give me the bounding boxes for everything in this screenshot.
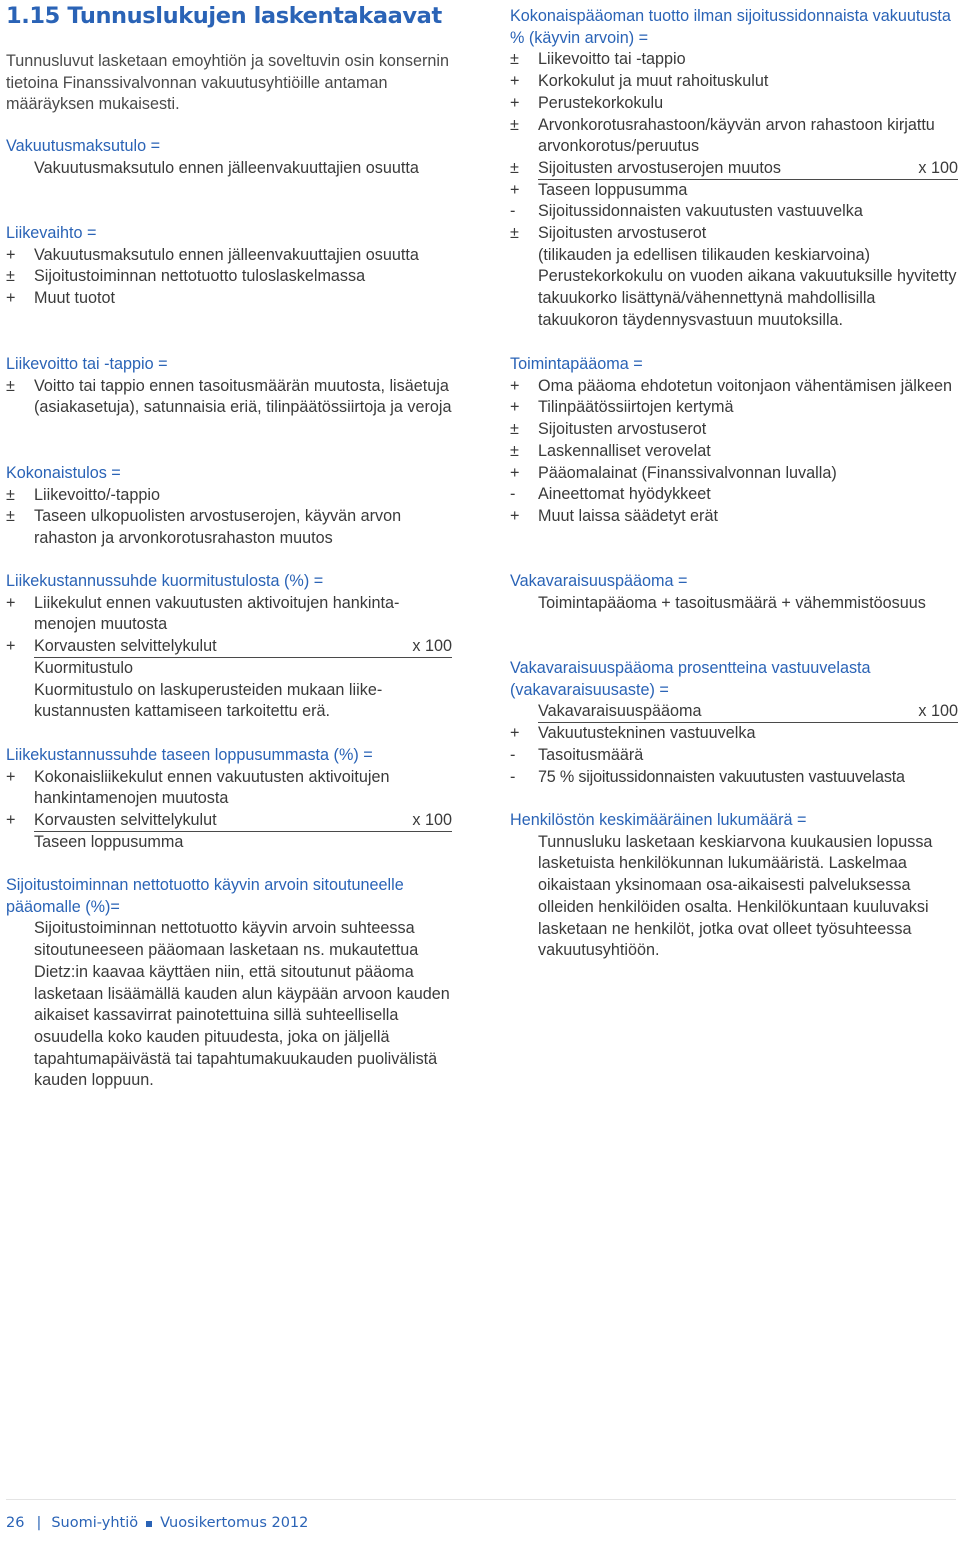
formula-sign: ± <box>510 50 519 69</box>
formula-sign: + <box>510 724 520 743</box>
section-heading: Toimintapääoma = <box>510 355 643 373</box>
section-vakuutusmaksutulo <box>6 136 452 179</box>
formula-text: Toimintapääoma + tasoitusmäärä + vähemmistöosuus <box>538 593 926 612</box>
formula-row <box>6 506 452 549</box>
square-bullet-icon <box>146 1521 152 1527</box>
formula-sign: + <box>510 180 520 199</box>
formula-sign: + <box>510 398 520 417</box>
formula-row <box>510 419 958 441</box>
formula-text: Vakuutusmaksutulo ennen jälleenvakuuttajien osuutta <box>34 245 419 264</box>
formula-text: Pääomalainat (Finanssivalvonnan luvalla) <box>538 463 837 482</box>
fraction-numerator-line <box>34 810 452 832</box>
formula-text: Sijoitusten arvostuserojen muutos <box>538 158 781 177</box>
formula-row <box>510 701 958 723</box>
footer-company: Suomi-yhtiö <box>51 1515 139 1531</box>
section-toimintapaaoma <box>510 354 958 528</box>
formula-row <box>6 376 452 419</box>
formula-text: Korvausten selvittelykulut <box>34 637 217 656</box>
formula-row <box>510 723 958 745</box>
formula-sign: - <box>510 485 516 504</box>
formula-row <box>510 484 958 506</box>
fraction-numerator-line <box>34 636 452 658</box>
formula-row <box>510 180 958 202</box>
formula-sign: + <box>6 637 16 656</box>
formula-note: Kuormitustulo on laskuperusteiden mukaan liikekustannusten kattamiseen tarkoitettu erä. <box>34 680 383 721</box>
formula-text: Voitto tai tappio ennen tasoitusmäärän muutosta, lisäetuja (asiakasetuja), satunnaisia eriä, tilinpäätössiirtoja ja veroja <box>34 376 452 417</box>
formula-text: Sijoitussidonnaisten vakuutusten vastuuvelka <box>538 202 863 221</box>
formula-text: Taseen ulkopuolisten arvostuserojen, käyvän arvon rahaston ja arvonkorotusrahaston muutos <box>34 507 402 548</box>
fraction-numerator-line <box>538 701 958 723</box>
formula-text: Aineettomat hyödykkeet <box>538 485 711 504</box>
fraction-denominator: Kuormitustulo <box>34 658 133 677</box>
section-kokonaispaaoman-tuotto <box>510 6 958 332</box>
formula-row <box>510 93 958 115</box>
formula-text: Tasoitusmäärä <box>538 745 644 764</box>
formula-sign: + <box>6 289 16 308</box>
formula-text: Kokonaisliikekulut ennen vakuutusten aktivoitujen hankintamenojen muutosta <box>34 767 390 808</box>
section-henkilosto <box>510 810 958 962</box>
formula-text: Vakuutusmaksutulo ennen jälleenvakuuttajien osuutta <box>34 158 419 177</box>
formula-sign: + <box>510 506 520 525</box>
formula-sign: + <box>510 376 520 395</box>
formula-sign: ± <box>6 376 15 395</box>
formula-row <box>6 245 452 267</box>
formula-text: Liikevoitto tai -tappio <box>538 50 686 69</box>
section-liikekustannussuhde-tase <box>6 745 452 854</box>
formula-sign: ± <box>6 267 15 286</box>
formula-text: Korkokulut ja muut rahoituskulut <box>538 72 769 91</box>
formula-sign: ± <box>510 158 519 177</box>
formula-text: Laskennalliset verovelat <box>538 441 711 460</box>
formula-text: Sijoitustoiminnan nettotuotto käyvin arvoin suhteessa sitoutuneeseen pääomaan lasketaan ns. mukautettua Dietz:in kaavaa käyttäen niin, että sitoutunut pääoma lasketaan lisäämällä kauden alun käypään arvoon kauden aikaiset kassavirrat painotettuina sillä suhteellisella osuudella koko kauden pituudesta, joka on jäljellä tapahtumapäivästä tai tapahtumakuukauden puolivälistä kauden loppuun. <box>34 919 450 1090</box>
formula-sign: ± <box>510 224 519 243</box>
section-liikevaihto <box>6 223 452 310</box>
page-number: 26 <box>6 1515 25 1531</box>
formula-row <box>6 810 452 832</box>
formula-row <box>510 397 958 419</box>
formula-sign: + <box>510 463 520 482</box>
formula-sign: ± <box>510 420 519 439</box>
formula-row <box>510 201 958 223</box>
formula-row <box>510 441 958 463</box>
multiplier: x 100 <box>412 811 452 830</box>
formula-text: Sijoitusten arvostuserot <box>538 224 707 243</box>
section-heading: Kokonaistulos = <box>6 464 121 482</box>
formula-row <box>6 288 452 310</box>
formula-text: Sijoitustoiminnan nettotuotto tuloslaskelmassa <box>34 267 366 286</box>
formula-text: Liikevoitto/-tappio <box>34 485 160 504</box>
section-liikevoitto <box>6 354 452 419</box>
formula-text: Sijoitusten arvostuserot <box>538 420 707 439</box>
formula-text: Vakavaraisuuspääoma <box>538 702 702 721</box>
formula-row <box>6 485 452 507</box>
section-kokonaistulos <box>6 463 452 550</box>
formula-row <box>6 636 452 658</box>
formula-sign: ± <box>6 507 15 526</box>
section-heading: Liikevaihto = <box>6 224 97 242</box>
formula-text: Perustekorkokulu <box>538 93 664 112</box>
section-heading: Vakavaraisuuspääoma prosentteina vastuuvelasta (vakavaraisuusaste) = <box>510 659 871 699</box>
formula-text: Vakuutustekninen vastuuvelka <box>538 724 756 743</box>
formula-note: (tilikauden ja edellisen tilikauden keskiarvoina) <box>538 245 871 264</box>
formula-row <box>510 49 958 71</box>
multiplier: x 100 <box>918 702 958 721</box>
section-vakavaraisuusaste <box>510 658 958 788</box>
formula-sign: + <box>6 767 16 786</box>
multiplier: x 100 <box>412 637 452 656</box>
section-heading: Vakavaraisuuspääoma = <box>510 572 688 590</box>
formula-note: Perustekorkokulu on vuoden aikana vakuutuksille hyvitetty takuukorko lisättynä/vähennettynä mahdollisilla takuukoron täydennysvastuun muutoksilla. <box>538 267 957 329</box>
multiplier: x 100 <box>918 158 958 177</box>
formula-sign: + <box>510 93 520 112</box>
section-liikekustannussuhde-kuormitus <box>6 571 452 723</box>
section-heading: Liikekustannussuhde taseen loppusummasta (%) = <box>6 746 373 764</box>
formula-text: Tilinpäätössiirtojen kertymä <box>538 398 734 417</box>
formula-row <box>510 376 958 398</box>
formula-text: Muut laissa säädetyt erät <box>538 506 718 525</box>
formula-text: Liikekulut ennen vakuutusten aktivoitujen hankintamenojen muutosta <box>34 593 400 634</box>
formula-row <box>510 745 958 767</box>
footer-divider <box>6 1499 956 1500</box>
section-heading: Liikekustannussuhde kuormitustulosta (%) = <box>6 572 324 590</box>
formula-text: Tunnusluku lasketaan keskiarvona kuukausien lopussa lasketuista henkilökunnan lukumääristä. Laskelmaa oikaistaan yksinomaan osa-aikaisesti palveluksessa olleiden henkilöiden osalta. Henkilökuntaan kuuluvaksi lasketaan ne henkilöt, jotka ovat olleet työsuhteessa vakuutusyhtiöön. <box>538 832 933 960</box>
formula-sign: + <box>6 593 16 612</box>
footer-report: Vuosikertomus 2012 <box>160 1515 309 1531</box>
page-footer <box>6 1513 308 1535</box>
section-heading: Kokonaispääoman tuotto ilman sijoitussidonnaista vakuutusta % (käyvin arvoin) = <box>510 7 951 47</box>
formula-text: 75 % sijoitussidonnaisten vakuutusten vastuuvelasta <box>538 767 905 786</box>
formula-sign: + <box>6 811 16 830</box>
formula-sign: - <box>510 767 516 786</box>
formula-sign: + <box>6 245 16 264</box>
formula-sign: ± <box>6 485 15 504</box>
formula-text: Taseen loppusumma <box>538 180 688 199</box>
footer-separator: | <box>36 1515 42 1531</box>
formula-text: Korvausten selvittelykulut <box>34 811 217 830</box>
formula-text: Arvonkorotusrahastoon/käyvän arvon rahastoon kirjattu arvonkorotus/peruutus <box>538 115 935 156</box>
formula-row <box>510 767 958 789</box>
formula-row <box>6 767 452 810</box>
fraction-denominator: Taseen loppusumma <box>34 832 184 851</box>
section-vakavaraisuuspaaoma <box>510 571 958 614</box>
section-heading: Vakuutusmaksutulo = <box>6 137 161 155</box>
formula-sign: + <box>510 72 520 91</box>
formula-row <box>510 463 958 485</box>
formula-row <box>510 223 958 245</box>
fraction-numerator-line <box>538 158 958 180</box>
formula-sign: ± <box>510 115 519 134</box>
formula-row <box>510 506 958 528</box>
formula-text: Oma pääoma ehdotetun voitonjaon vähentämisen jälkeen <box>538 376 952 395</box>
intro-paragraph: Tunnusluvut lasketaan emoyhtiön ja soveltuvin osin konsernin tietoina Finanssivalvonnan vakuutusyhtiöille antaman määräyksen mukaisesti. <box>6 52 450 114</box>
formula-row <box>510 158 958 180</box>
section-sijoitustoiminta <box>6 875 452 1092</box>
section-heading: Sijoitustoiminnan nettotuotto käyvin arvoin sitoutuneelle pääomalle (%)= <box>6 876 404 916</box>
page-title: 1.15 Tunnuslukujen laskentakaavat <box>6 3 442 29</box>
formula-row <box>6 266 452 288</box>
formula-row <box>510 71 958 93</box>
formula-text: Muut tuotot <box>34 289 115 308</box>
formula-sign: ± <box>510 441 519 460</box>
formula-row <box>510 115 958 158</box>
formula-sign: - <box>510 745 516 764</box>
formula-row <box>6 593 452 636</box>
section-heading: Henkilöstön keskimääräinen lukumäärä = <box>510 811 807 829</box>
section-heading: Liikevoitto tai -tappio = <box>6 355 168 373</box>
formula-sign: - <box>510 202 516 221</box>
